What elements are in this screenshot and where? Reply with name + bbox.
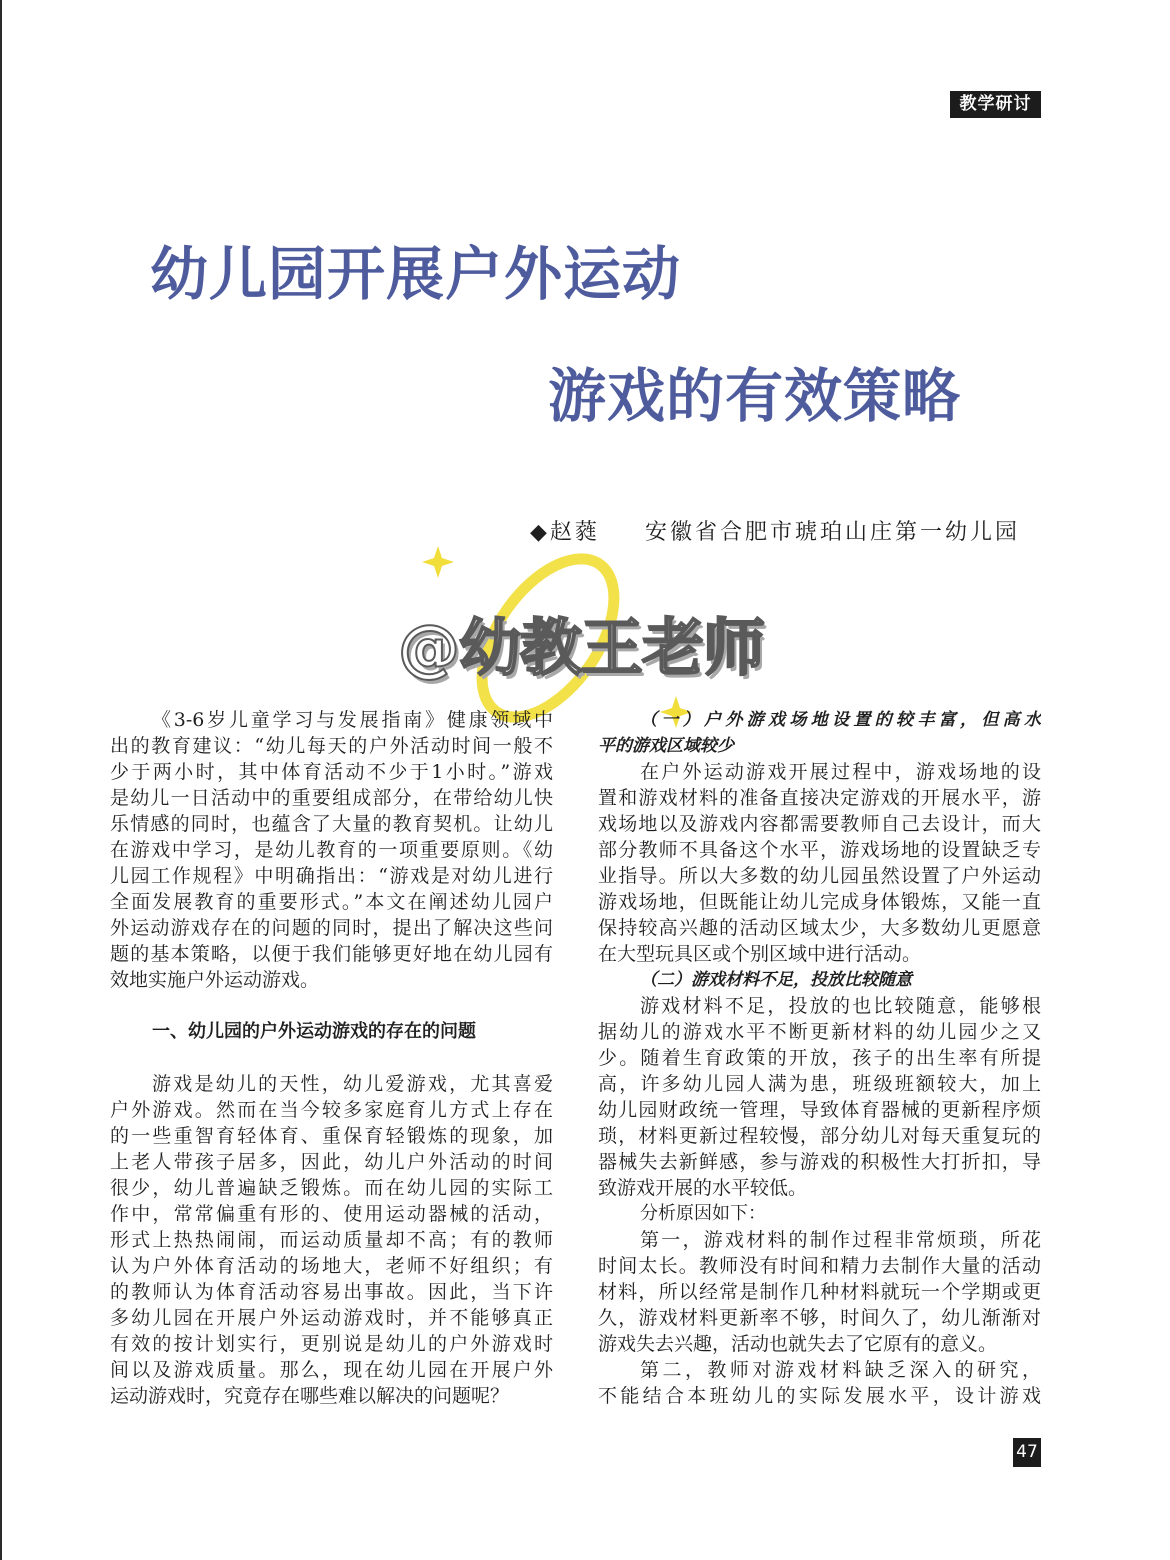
text-line: 的一些重智育轻体育、重保育轻锻炼的现象，加 (110, 1125, 553, 1147)
text-line: 有效的按计划实行，更别说是幼儿的户外游戏时 (110, 1333, 553, 1355)
text-line: 戏场地以及游戏内容都需要教师自己去设计，而大 (598, 813, 1041, 835)
intro-paragraph (110, 707, 553, 993)
right-column (598, 707, 1041, 1409)
text-line: 器械失去新鲜感，参与游戏的积极性大打折扣，导 (598, 1151, 1041, 1173)
text-line: 第一，游戏材料的制作过程非常烦琐，所花 (640, 1229, 1041, 1251)
text-line: 少于两小时，其中体育活动不少于1小时。”游戏 (110, 761, 553, 783)
text-line: 乐情感的同时，也蕴含了大量的教育契机。让幼儿 (110, 813, 553, 835)
text-line: 游戏场地，但既能让幼儿完成身体锻炼，又能一直 (598, 891, 1041, 913)
body-paragraph (598, 1227, 1041, 1357)
body-paragraph (110, 1071, 553, 1409)
text-line: 外运动游戏存在的问题的同时，提出了解决这些问 (110, 917, 553, 939)
text-line: 业指导。所以大多数的幼儿园虽然设置了户外运动 (598, 865, 1041, 887)
byline-author: ◆赵蕤 (530, 520, 600, 545)
text-line: 运动游戏时，究竟存在哪些难以解决的问题呢？ (110, 1385, 510, 1407)
subheading-line: 平的游戏区域较少 (598, 736, 734, 756)
text-line: 的教师认为体育活动容易出事故。因此，当下许 (110, 1281, 553, 1303)
text-line: 户外游戏。然而在当今较多家庭育儿方式上存在 (110, 1099, 553, 1121)
text-line: 幼儿园财政统一管理，导致体育器械的更新程序烦 (598, 1099, 1041, 1121)
subheading-line: （一）户外游戏场地设置的较丰富，但高水 (640, 710, 1041, 730)
byline-affiliation: 安徽省合肥市琥珀山庄第一幼儿园 (645, 520, 1021, 545)
text-line: 题的基本策略，以便于我们能够更好地在幼儿园有 (110, 943, 553, 965)
text-line: 形式上热热闹闹，而运动质量却不高；有的教师 (110, 1229, 553, 1251)
body-paragraph (598, 993, 1041, 1201)
watermark-text: @幼教王老师 (398, 611, 765, 684)
text-line: 在户外运动游戏开展过程中，游戏场地的设 (640, 761, 1041, 783)
text-line: 效地实施户外运动游戏。 (110, 969, 320, 991)
text-line: 久，游戏材料更新率不够，时间久了，幼儿渐渐对 (598, 1307, 1041, 1329)
text-line: 第二，教师对游戏材料缺乏深入的研究， (640, 1359, 1041, 1381)
text-line: 高，许多幼儿园人满为患，班级班额较大，加上 (598, 1073, 1041, 1095)
text-line: 游戏失去兴趣，活动也就失去了它原有的意义。 (598, 1333, 998, 1355)
text-line: 认为户外体育活动的场地大，老师不好组织；有 (110, 1255, 553, 1277)
body-paragraph (598, 759, 1041, 967)
text-line: 材料，所以经常是制作几种材料就玩一个学期或更 (598, 1281, 1041, 1303)
text-line: 游戏是幼儿的天性，幼儿爱游戏，尤其喜爱 (152, 1073, 553, 1095)
text-line: 琐，材料更新过程较慢，部分幼儿对每天重复玩的 (598, 1125, 1041, 1147)
article-title-line-2: 游戏的有效策略 (548, 362, 962, 430)
section-heading: 一、幼儿园的户外运动游戏的存在的问题 (152, 1021, 476, 1042)
text-line: 在大型玩具区或个别区域中进行活动。 (598, 943, 922, 965)
subheading-1 (598, 707, 1041, 759)
text-line: 时间太长。教师没有时间和精力去制作大量的活动 (598, 1255, 1041, 1277)
text-line: 《3-6岁儿童学习与发展指南》健康领域中 (152, 709, 553, 731)
text-line: 间以及游戏质量。那么，现在幼儿园在开展户外 (110, 1359, 553, 1381)
subheading-2: （二）游戏材料不足，投放比较随意 (640, 970, 912, 990)
text-line: 出的教育建议：“幼儿每天的户外活动时间一般不 (110, 735, 553, 757)
sparkle-icon (422, 546, 454, 578)
text-line: 保持较高兴趣的活动区域太少，大多数幼儿更愿意 (598, 917, 1041, 939)
text-line: 致游戏开展的水平较低。 (598, 1177, 808, 1199)
text-line: 游戏材料不足，投放的也比较随意，能够根 (640, 995, 1041, 1017)
text-line: 很少，幼儿普遍缺乏锻炼。而在幼儿园的实际工 (110, 1177, 553, 1199)
text-line: 在游戏中学习，是幼儿教育的一项重要原则。《幼 (110, 839, 553, 861)
body-paragraph (598, 1357, 1041, 1409)
text-line: 是幼儿一日活动中的重要组成部分，在带给幼儿快 (110, 787, 553, 809)
text-line: 部分教师不具备这个水平，游戏场地的设置缺乏专 (598, 839, 1041, 861)
text-line: 上老人带孩子居多，因此，幼儿户外活动的时间 (110, 1151, 553, 1173)
analysis-label: 分析原因如下： (640, 1203, 766, 1224)
text-line: 全面发展教育的重要形式。”本文在阐述幼儿园户 (110, 891, 553, 913)
text-line: 不能结合本班幼儿的实际发展水平，设计游戏 (598, 1385, 1041, 1407)
left-column (110, 707, 553, 1409)
page-number: 47 (1013, 1438, 1041, 1467)
text-line: 据幼儿的游戏水平不断更新材料的幼儿园少之又 (598, 1021, 1041, 1043)
text-line: 儿园工作规程》中明确指出：“游戏是对幼儿进行 (110, 865, 553, 887)
article-title-line-1: 幼儿园开展户外运动 (150, 240, 682, 308)
text-line: 作中，常常偏重有形的、使用运动器械的活动， (110, 1203, 553, 1225)
page-edge-line (0, 0, 2, 1560)
text-line: 多幼儿园在开展户外运动游戏时，并不能够真正 (110, 1307, 553, 1329)
section-tag: 教学研讨 (950, 91, 1041, 118)
text-line: 少。随着生育政策的开放，孩子的出生率有所提 (598, 1047, 1041, 1069)
text-line: 置和游戏材料的准备直接决定游戏的开展水平，游 (598, 787, 1041, 809)
